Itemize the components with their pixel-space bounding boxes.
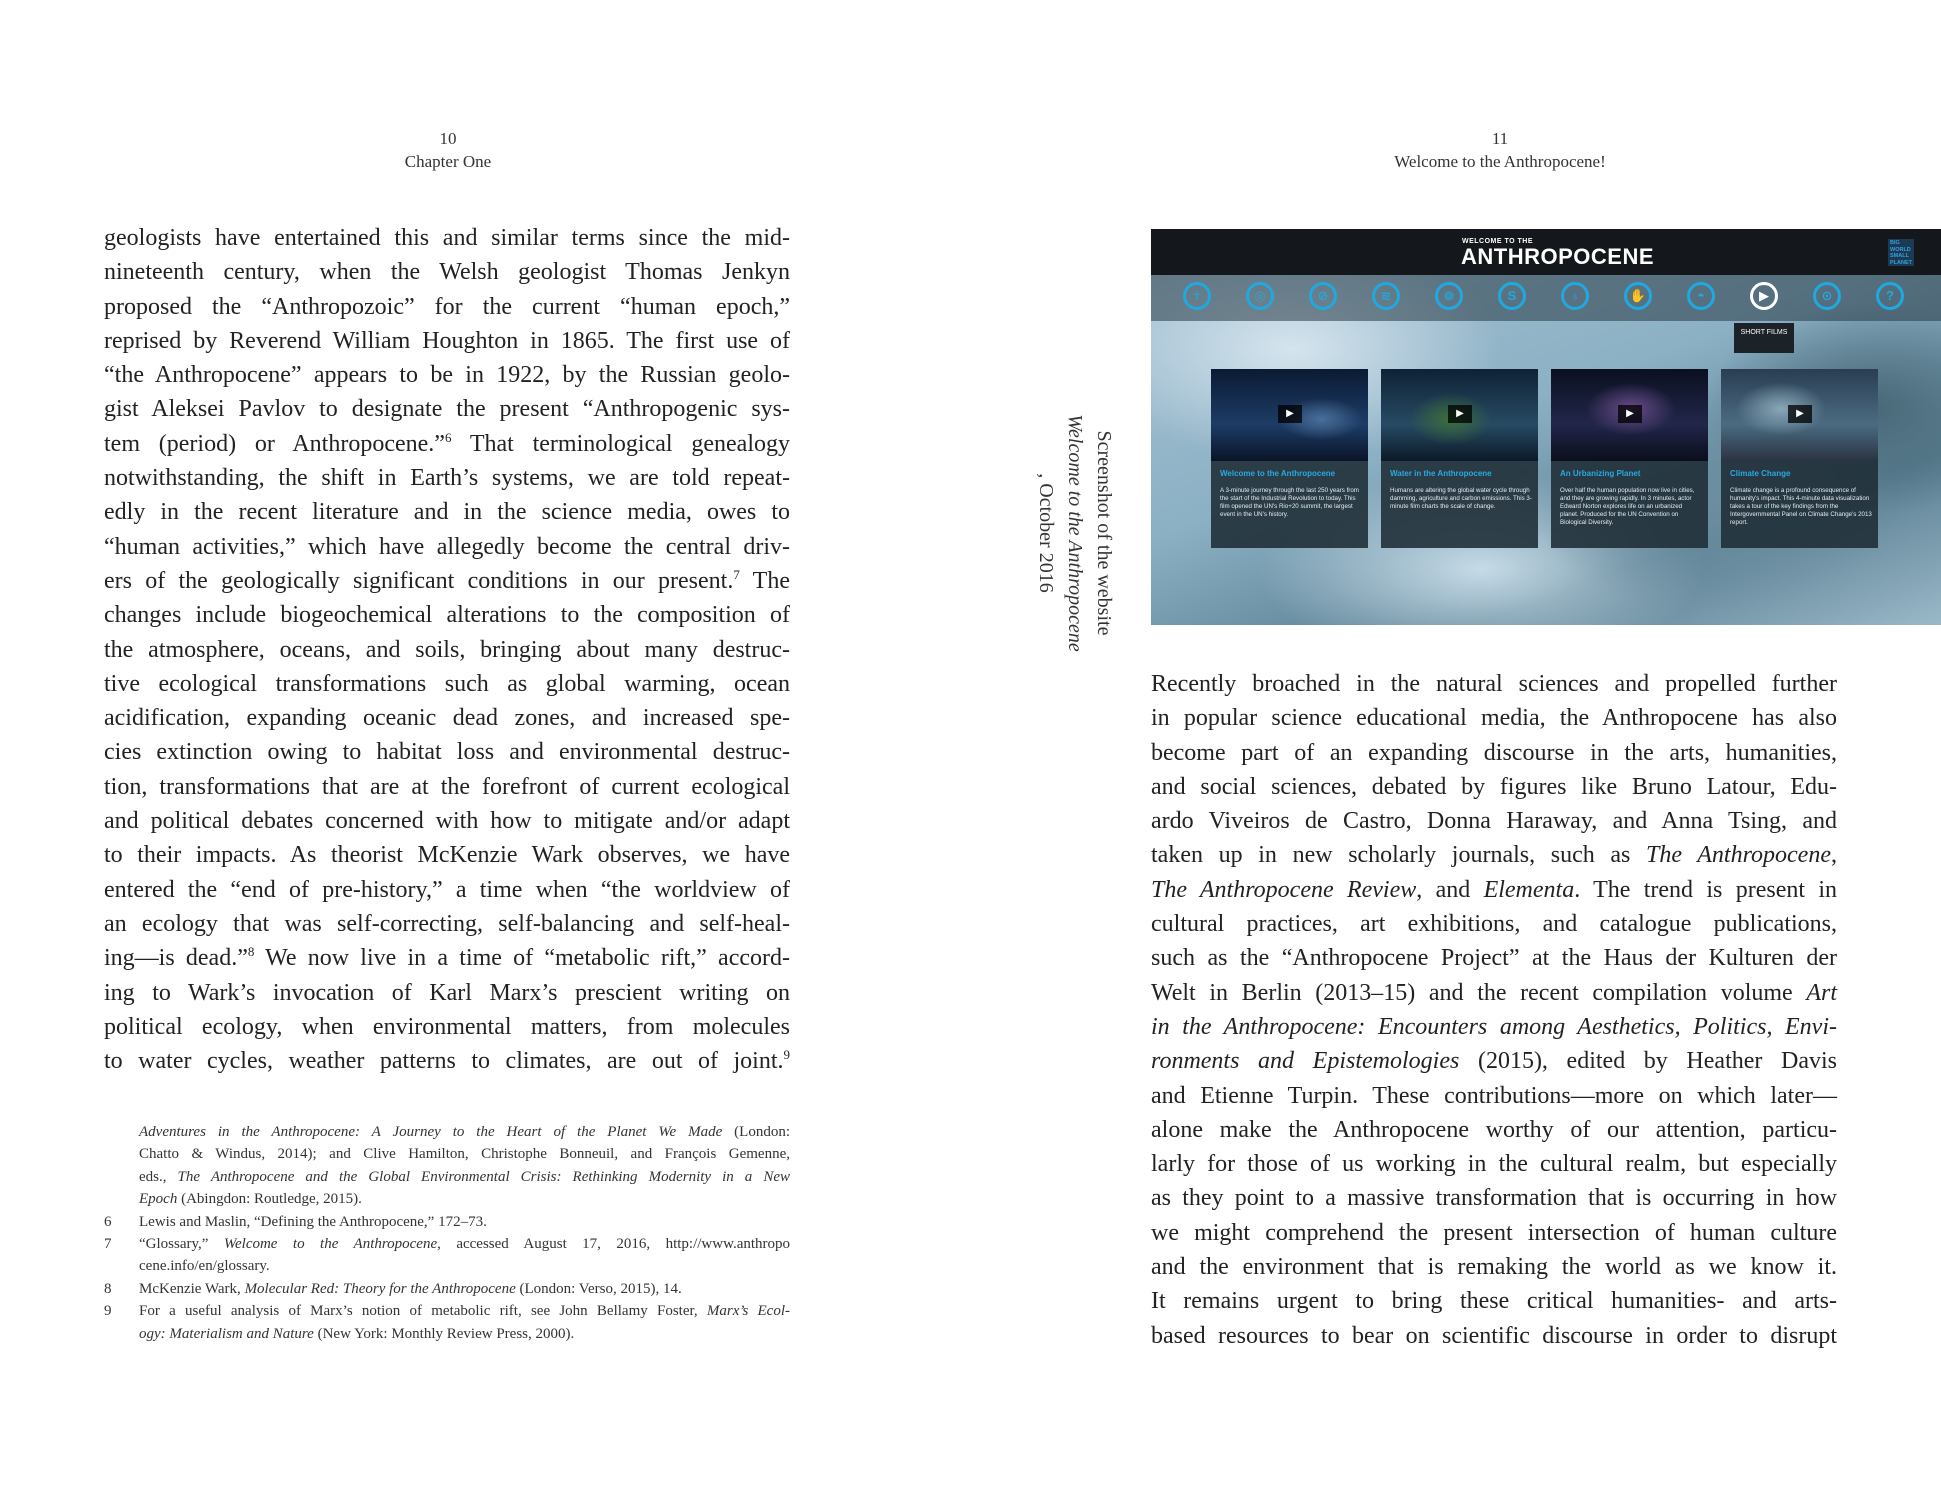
body-line: entered the “end of pre-history,” a time when “the worldview of (104, 876, 790, 903)
footnote-ref-9: 9 (783, 1047, 790, 1063)
person-icon: ☥ (1183, 282, 1211, 310)
film-thumbnail (1211, 369, 1368, 461)
body-line: nineteenth century, when the Welsh geologist Thomas Jenkyn (104, 259, 790, 286)
film-title: Welcome to the Anthropocene (1220, 469, 1336, 478)
play-icon: ▶ (1278, 405, 1302, 423)
map-icon: ◓ (1687, 282, 1715, 310)
text-run: Welt in Berlin (2013–15) and the recent compilation volume (1151, 979, 1807, 1006)
play-icon: ▶ (1788, 405, 1812, 423)
film-title: Climate Change (1730, 469, 1791, 478)
body-line: ardo Viveiros de Castro, Donna Haraway, and Anna Tsing, and (1151, 808, 1837, 835)
text-run: eds., (139, 1168, 178, 1185)
body-line (1151, 1010, 1837, 1044)
italic-run: The Anthropocene and the Global Environmental Crisis: Rethinking Modernity in a New (177, 1168, 791, 1185)
italic-run: ronments and Epistemologies (1151, 1048, 1460, 1075)
film-card (1551, 369, 1708, 548)
body-line: become part of an expanding discourse in the arts, humanities, (1151, 739, 1837, 766)
film-title: An Urbanizing Planet (1560, 469, 1641, 478)
film-card (1381, 369, 1538, 548)
body-line: based resources to bear on scientific discourse in order to disrupt (1151, 1322, 1837, 1349)
italic-run: Welcome to the Anthropocene (1064, 414, 1086, 652)
body-line: as they point to a massive transformation that is occurring in how (1151, 1185, 1837, 1212)
body-line: the atmosphere, oceans, and soils, bringing about many destruc- (104, 636, 790, 663)
body-line: proposed the “Anthropozoic” for the current “human epoch,” (104, 293, 790, 320)
text-run: , accessed August 17, 2016, http://www.anthropo (437, 1236, 791, 1253)
italic-run: Epoch (139, 1191, 178, 1208)
leaf-icon: ⊚ (1435, 282, 1463, 310)
body-line: notwithstanding, the shift in Earth’s systems, we are told repeat- (104, 465, 790, 492)
body-line: gist Aleksei Pavlov to designate the present “Anthropogenic sys- (104, 396, 790, 423)
italic-run: The Anthropocene Review (1151, 876, 1417, 903)
text-run: to water cycles, weather patterns to climates, are out of joint. (104, 1048, 784, 1075)
body-line: ing to Wark’s invocation of Karl Marx’s prescient writing on (104, 979, 790, 1006)
spiral-icon: ◎ (1246, 282, 1274, 310)
body-line (104, 941, 790, 975)
globe-icon: ⊘ (1309, 282, 1337, 310)
body-line: and political debates concerned with how to mitigate and/or adapt (104, 808, 790, 835)
right-page-number: 11 (1491, 129, 1509, 148)
footnote-number: 7 (104, 1236, 112, 1253)
left-page-number: 10 (439, 129, 457, 148)
italic-run: in the Anthropocene: Encounters among Aesthetics, Politics, Envi- (1151, 1013, 1837, 1040)
body-line: such as the “Anthropocene Project” at the Haus der Kulturen der (1151, 945, 1837, 972)
left-running-head (330, 127, 566, 173)
text-run: . The trend is present in (1574, 876, 1838, 903)
text-run: (2015), edited by Heather Davis (1459, 1048, 1837, 1075)
film-description: Humans are altering the global water cycle through damming, agriculture and carbon emissions. This 3-minute film charts the scale of change. (1390, 487, 1532, 510)
text-run: (London: Verso, 2015), 14. (515, 1280, 682, 1297)
text-run: (New York: Monthly Review Press, 2000). (313, 1325, 575, 1342)
body-line (104, 427, 790, 461)
body-line (1151, 838, 1837, 872)
text-run: (London: (722, 1124, 791, 1140)
caption-line: Screenshot of the website (1093, 430, 1115, 636)
italic-run: ogy: Materialism and Nature (139, 1325, 314, 1342)
body-line (104, 1044, 790, 1078)
film-card (1721, 369, 1878, 548)
text-run: ing—is dead.” (104, 945, 248, 972)
body-line: edly in the recent literature and in the science media, owes to (104, 499, 790, 526)
earth-icon: ♁ (1561, 282, 1589, 310)
left-body-text (104, 221, 790, 1078)
figure-caption (1035, 233, 1118, 833)
play-icon: ▶ (1750, 282, 1778, 310)
caption-line (1031, 233, 1089, 833)
footnote-8 (104, 1278, 790, 1300)
footnote-line (139, 1300, 790, 1322)
footnotes (104, 1121, 790, 1345)
partner-badge: BIG WORLD SMALL PLANET (1890, 240, 1912, 266)
film-thumbnail (1381, 369, 1538, 461)
footnote-line: cene.info/en/glossary. (139, 1258, 270, 1275)
right-body-text (1151, 667, 1837, 1353)
footnote-number: 6 (104, 1213, 112, 1230)
italic-run: Molecular Red: Theory for the Anthropocene (244, 1280, 516, 1297)
body-line (104, 564, 790, 598)
body-line: changes include biogeochemical alterations to the composition of (104, 602, 790, 629)
footnote-line: Lewis and Maslin, “Defining the Anthropocene,” 172–73. (139, 1213, 487, 1230)
film-thumbnail (1551, 369, 1708, 461)
body-line: “human activities,” which have allegedly become the central driv- (104, 533, 790, 560)
body-line: It remains urgent to bring these critical humanities- and arts- (1151, 1288, 1837, 1315)
text-run: , (1831, 842, 1837, 869)
body-line: tion, transformations that are at the forefront of current ecological (104, 773, 790, 800)
site-header (1151, 229, 1941, 275)
italic-run: Welcome to the Anthropocene (223, 1236, 438, 1253)
text-run: , October 2016 (1035, 473, 1057, 593)
italic-run: Adventures in the Anthropocene: A Journey to the Heart of the Planet We Made (139, 1124, 723, 1140)
body-line: and social sciences, debated by figures like Bruno Latour, Edu- (1151, 773, 1837, 800)
right-running-head (1300, 127, 1700, 173)
body-line: Recently broached in the natural sciences and propelled further (1151, 671, 1837, 697)
body-line: and Etienne Turpin. These contributions—more on which later— (1151, 1082, 1837, 1109)
website-screenshot (1151, 229, 1941, 625)
body-line: larly for those of us working in the cultural realm, but especially (1151, 1151, 1837, 1178)
money-icon: S (1498, 282, 1526, 310)
site-logo: ANTHROPOCENE (1461, 244, 1655, 269)
footnote-6 (104, 1211, 790, 1233)
footnote-line (139, 1233, 790, 1255)
play-icon: ▶ (1448, 405, 1472, 423)
footnote-continued (104, 1121, 790, 1211)
film-title: Water in the Anthropocene (1390, 469, 1492, 478)
play-icon: ▶ (1618, 405, 1642, 423)
film-thumbnail (1721, 369, 1878, 461)
body-line (1151, 1044, 1837, 1078)
water-icon: ≋ (1372, 282, 1400, 310)
italic-run: Art (1806, 979, 1837, 1006)
body-line: geologists have entertained this and similar terms since the mid- (104, 225, 790, 251)
italic-run: Marx’s Ecol- (706, 1303, 791, 1320)
body-line: in popular science educational media, the Anthropocene has also (1151, 705, 1837, 732)
italic-run: Elementa (1483, 876, 1575, 903)
body-line: cies extinction owing to habitat loss and environmental destruc- (104, 739, 790, 766)
text-run: We now live in a time of “metabolic rift,” accord- (254, 945, 790, 972)
text-run: (Abingdon: Routledge, 2015). (177, 1191, 362, 1208)
film-description: Climate change is a profound consequence of humanity's impact. This 4-minute data visualization takes a tour of the key findings from the Intergovernmental Panel on Climate Change's 2013 report. (1730, 487, 1872, 526)
footnote-ref-8: 8 (247, 944, 255, 960)
text-run: McKenzie Wark, (139, 1280, 245, 1297)
footnote-ref-7: 7 (733, 566, 740, 582)
film-description: A 3-minute journey through the last 250 years from the start of the Industrial Revolution to today. This film opened the UN's Rio+20 summit, the largest event in the UN's history. (1220, 487, 1359, 518)
footnote-number: 9 (104, 1303, 112, 1320)
site-logo-tagline: WELCOME TO THE (1462, 238, 1534, 245)
footnote-9 (104, 1300, 790, 1345)
text-run: “Glossary,” (139, 1236, 224, 1253)
text-run: , and (1416, 876, 1484, 903)
body-line: we might comprehend the present intersection of human culture (1151, 1219, 1837, 1246)
body-line: acidification, expanding oceanic dead zones, and increased spe- (104, 705, 790, 732)
site-nav-bar (1151, 275, 1941, 321)
short-films-tooltip: SHORT FILMS (1734, 323, 1794, 353)
body-line: tive ecological transformations such as global warming, ocean (104, 670, 790, 697)
film-card (1211, 369, 1368, 548)
body-line: to their impacts. As theorist McKenzie Wark observes, we have (104, 842, 790, 869)
text-run: The (739, 567, 790, 594)
footnote-number: 8 (104, 1280, 112, 1297)
location-icon: ⊙ (1813, 282, 1841, 310)
footnote-line: Chatto & Windus, 2014); and Clive Hamilton, Christophe Bonneuil, and François Gemenne, (139, 1146, 790, 1163)
body-line: “the Anthropocene” appears to be in 1922, by the Russian geolo- (104, 362, 790, 389)
footnote-line (139, 1278, 790, 1300)
right-chapter-title: Welcome to the Anthropocene! (1394, 152, 1606, 171)
footnote-line (139, 1166, 790, 1188)
film-description: Over half the human population now live in cities, and they are growing rapidly. In 3 minutes, actor Edward Norton explores life on an urbanized planet. Produced for the UN Convention on Biological Diversity. (1560, 487, 1695, 526)
body-line: alone make the Anthropocene worthy of our attention, particu- (1151, 1116, 1837, 1143)
footnote-line (139, 1121, 790, 1143)
text-run: That terminological genealogy (451, 430, 790, 457)
body-line (1151, 873, 1837, 907)
text-run: taken up in new scholarly journals, such as (1151, 842, 1647, 869)
body-line: and the environment that is remaking the world as we know it. (1151, 1254, 1837, 1281)
left-chapter-title: Chapter One (404, 152, 492, 171)
text-run: For a useful analysis of Marx’s notion of metabolic rift, see John Bellamy Foster, (139, 1303, 707, 1320)
body-line: reprised by Reverend William Houghton in 1865. The first use of (104, 327, 790, 354)
footnote-line (139, 1323, 790, 1345)
body-line (1151, 976, 1837, 1010)
text-run: ers of the geologically significant conditions in our present. (104, 567, 734, 594)
body-line: cultural practices, art exhibitions, and catalogue publications, (1151, 911, 1837, 938)
body-line: an ecology that was self-correcting, self-balancing and self-heal- (104, 910, 790, 937)
hand-icon: ✋ (1624, 282, 1652, 310)
footnote-7 (104, 1233, 790, 1278)
footnote-ref-6: 6 (444, 429, 452, 445)
italic-run: The Anthropocene (1646, 842, 1831, 869)
footnote-line (139, 1188, 790, 1210)
text-run: tem (period) or Anthropocene.” (104, 430, 445, 457)
help-icon: ? (1876, 282, 1904, 310)
body-line: political ecology, when environmental matters, from molecules (104, 1013, 790, 1040)
